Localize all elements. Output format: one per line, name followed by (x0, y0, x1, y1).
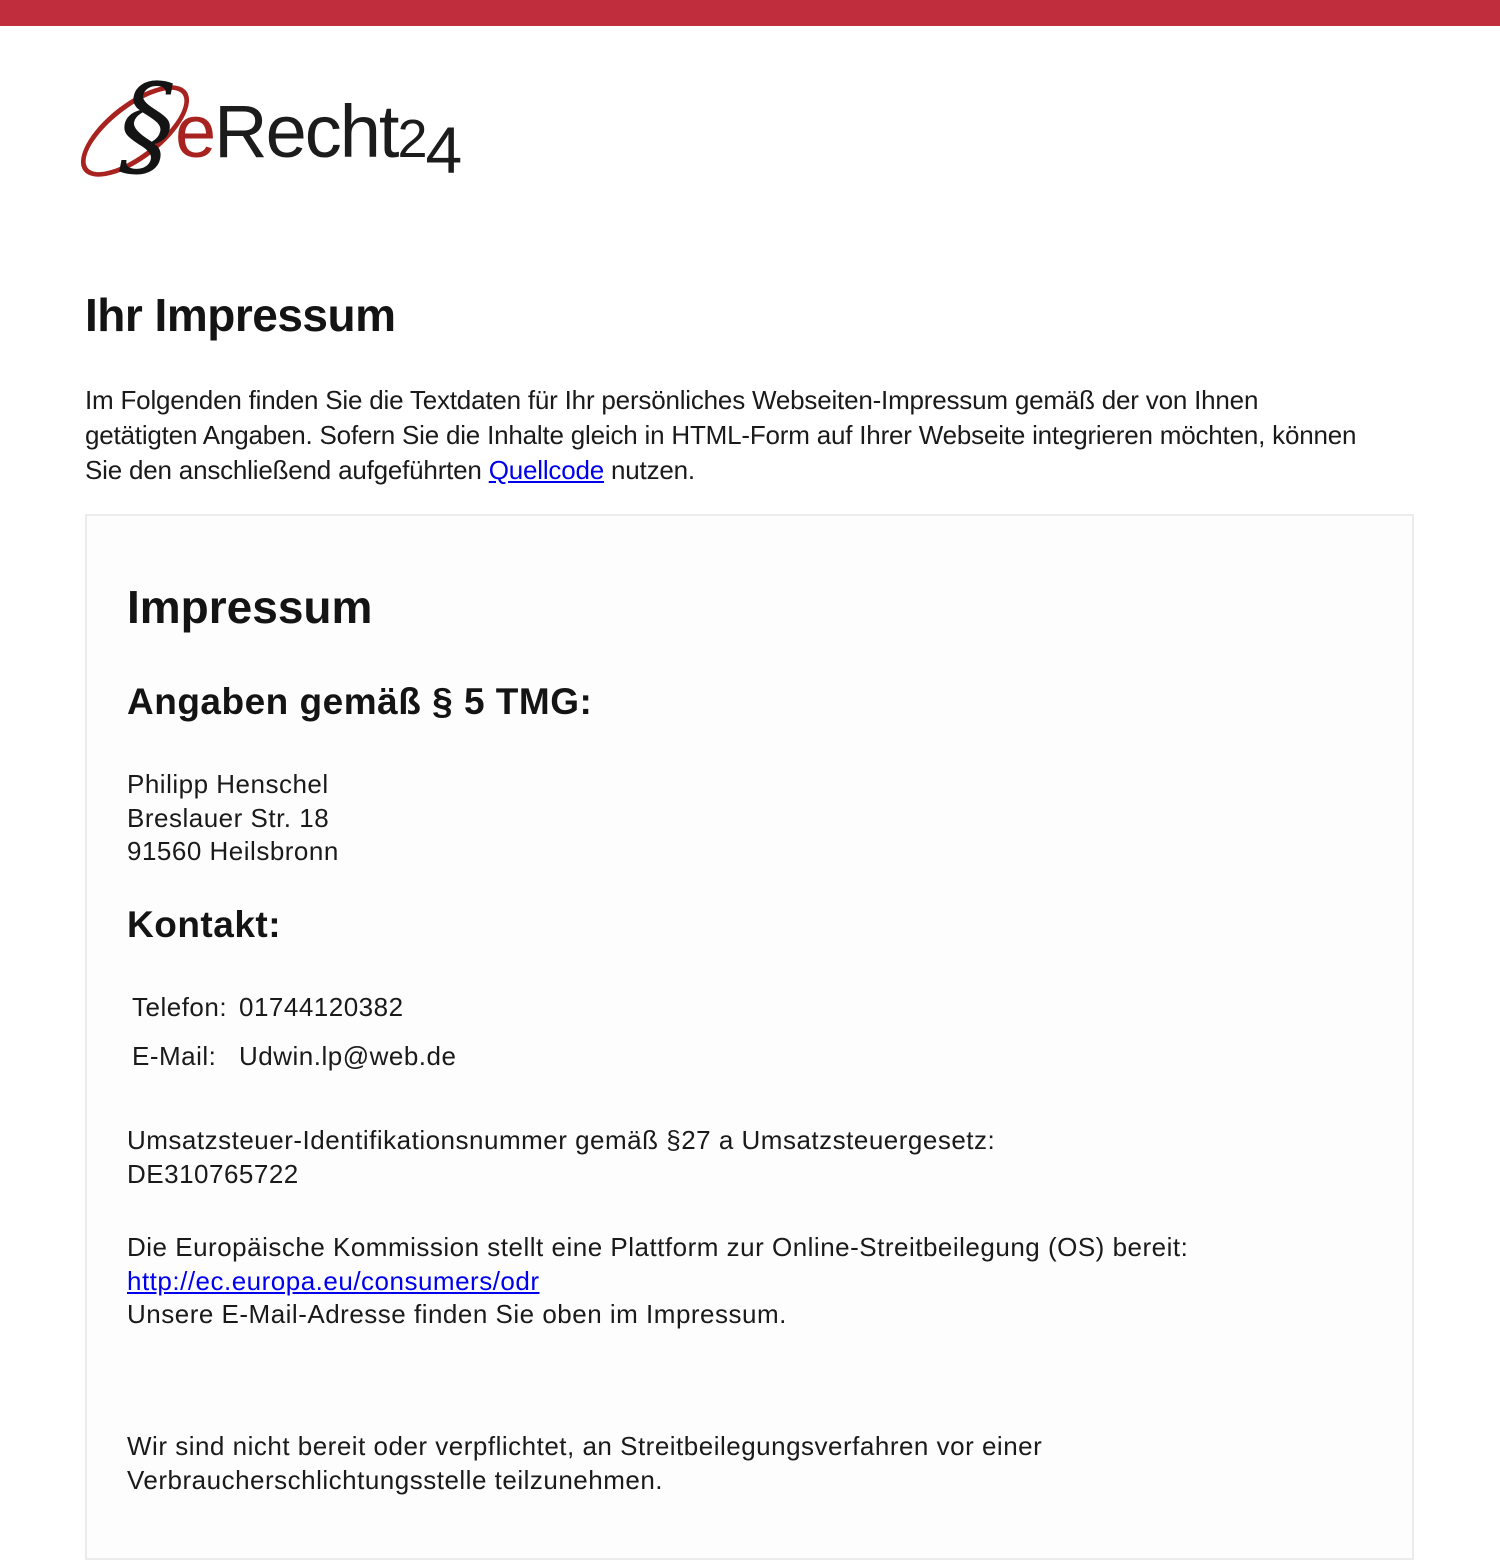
top-bar (0, 0, 1500, 26)
section-symbol-icon: § (119, 61, 175, 191)
odr-paragraph (127, 1231, 1188, 1332)
contact-row-telefon (132, 991, 456, 1040)
address-block (127, 768, 339, 869)
contact-row-email (132, 1040, 456, 1089)
telefon-value: 01744120382 (239, 992, 404, 1022)
intro-line-1: Im Folgenden finden Sie die Textdaten für Ihr persönliches Webseiten-Impressum gemäß der von Ihnen (85, 385, 1259, 415)
logo-digit-4: 4 (425, 113, 461, 187)
logo-letter-e: e (175, 90, 215, 173)
impressum-box (85, 514, 1414, 1560)
email-label: E-Mail: (132, 1041, 217, 1071)
impressum-box-title: Impressum (127, 581, 373, 633)
address-line: Philipp Henschel (127, 769, 329, 799)
odr-line-1: Die Europäische Kommission stellt eine Plattform zur Online-Streitbeilegung (OS) bereit: (127, 1232, 1189, 1262)
kontakt-heading: Kontakt: (127, 904, 282, 945)
telefon-label: Telefon: (132, 992, 228, 1022)
logo-wordmark (175, 90, 461, 187)
odr-line-3: Unsere E-Mail-Adresse finden Sie oben im Impressum. (127, 1299, 787, 1329)
intro-line-3-before: Sie den anschließend aufgeführten (85, 455, 489, 485)
tmg-heading: Angaben gemäß § 5 TMG: (127, 681, 593, 722)
vat-id-value: DE310765722 (127, 1158, 299, 1189)
logo-word-recht: Recht (214, 90, 398, 173)
dispute-line-2: Verbraucherschlichtungsstelle teilzunehmen. (127, 1464, 664, 1495)
intro-line-3-after: nutzen. (604, 455, 695, 485)
odr-link[interactable]: http://ec.europa.eu/consumers/odr (127, 1265, 540, 1296)
page-title: Ihr Impressum (85, 289, 396, 341)
logo-digit-2: 2 (397, 109, 426, 169)
quellcode-link[interactable]: Quellcode (488, 455, 604, 485)
email-value: Udwin.lp@web.de (239, 1041, 457, 1071)
vat-paragraph (127, 1124, 995, 1191)
intro-line-2: getätigten Angaben. Sofern Sie die Inhalte gleich in HTML-Form auf Ihrer Webseite integrieren möchten, können (85, 420, 1357, 450)
address-line: Breslauer Str. 18 (127, 802, 330, 833)
vat-line-1: Umsatzsteuer-Identifikationsnummer gemäß §27 a Umsatzsteuergesetz: (127, 1125, 996, 1155)
dispute-line-1: Wir sind nicht bereit oder verpflichtet, an Streitbeilegungsverfahren vor einer (127, 1431, 1043, 1461)
erecht24-logo (83, 61, 503, 198)
contact-table (132, 991, 456, 1089)
dispute-paragraph (127, 1430, 1042, 1497)
address-line: 91560 Heilsbronn (127, 836, 339, 866)
intro-paragraph (85, 383, 1356, 488)
